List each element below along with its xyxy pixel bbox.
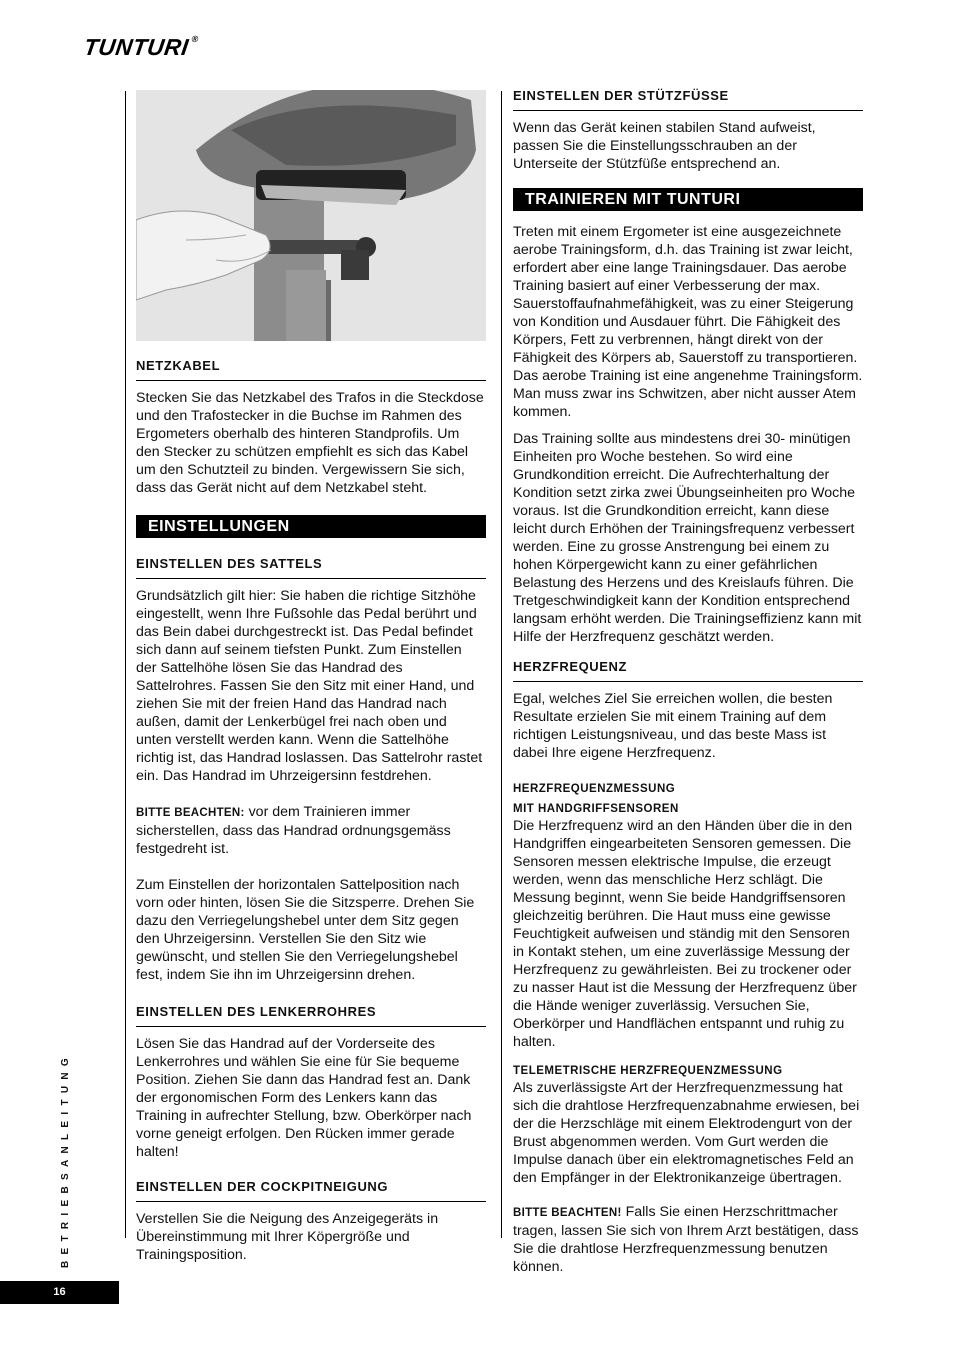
heading-herzfrequenz: HERZFREQUENZ [513,659,863,682]
sattel-note-label: BITTE BEACHTEN: [136,807,245,819]
registered-mark: ® [190,34,200,44]
trainieren-text-2: Das Training sollte aus mindestens drei 30- minütigen Einheiten pro Woche bestehen. So wird eine Grundkondition erreicht. Die Aufrechterhaltung der Kondition setzt zirka zwei Übungseinheiten pro Woche voraus. Ist die Grundkondition erreicht, kann diese leicht durch Erhöhen der Trainingsfrequenz verbessert werden. Eine zu grosse Anstrengung bei einem zu hohen Körpergewicht kann zu einer gefährlichen Belastung des Herzens und des Kreislaufs führen. Die Tretgeschwindigkeit kann der Kondition entsprechend langsam erhöht werden. Die Trainingseffizienz kann mit Hilfe der Herzfrequenz geschätzt werden. [513,431,862,645]
heading-handgriff-1: HERZFREQUENZMESSUNG [513,783,676,795]
heading-telemetrie: TELEMETRISCHE HERZFREQUENZMESSUNG [513,1065,783,1077]
heading-handgriff-2: MIT HANDGRIFFSENSOREN [513,803,679,815]
handgriff-text: Die Herzfrequenz wird an den Händen über die in den Handgriffen eingearbeiteten Sensoren gemessen. Die Sensoren messen elektrische Impulse, die erzeugt werden, wenn das menschliche Herz schlägt. Die Messung beginnt, wenn Sie beide Handgriffsensoren gleichzeitig berühren. Die Haut muss eine gewisse Feuchtigkeit aufweisen und ständig mit den Sensoren in Kontakt stehen, um eine zuverlässige Messung der Herzfrequenz zu gewährleisten. Bei zu trockener oder zu nasser Haut ist die Messung der Herzfrequenz über die Hände weniger zuverlässig. Versuchen Sie, Oberkörper und Handflächen entspannt und ruhig zu halten. [513,818,857,1050]
sattel-text-2: Zum Einstellen der horizontalen Sattelposition nach vorn oder hinten, lösen Sie die Sitzsperre. Drehen Sie dazu den Verriegelungshebel unter dem Sitz gegen den Uhrzeigersinn. Verstellen Sie den Sitz wie gewünscht, und stellen Sie den Verriegelungshebel fest, indem Sie ihn im Uhrzeigersinn drehen. [136,877,475,983]
column-rule-middle [501,91,502,1238]
heading-lenker: EINSTELLEN DES LENKERROHRES [136,1004,486,1027]
herzfrequenz-text: Egal, welches Ziel Sie erreichen wollen, die besten Resultate erzielen Sie mit einem Training auf dem richtigen Leistungsniveau, und das beste Mass ist dabei Ihre eigene Herzfrequenz. [513,691,833,761]
brand-name: TUNTURI [82,34,191,60]
trainieren-text-1: Treten mit einem Ergometer ist eine ausgezeichnete aerobe Trainingsform, d.h. das Training ist zwar leicht, erfordert aber eine lange Trainingsdauer. Das aerobe Training basiert auf einer Verbesserung der max. Sauerstoffaufnahmefähigkeit, was zu einer Steigerung von Kondition und Ausdauer führt. Die Fähigkeit des Körpers, Fett zu verbrennen, hängt direkt von der Fähigkeit des Körpers ab, Sauerstoff zu transportieren. Das aerobe Training ist eine angenehme Trainingsform. Man muss zwar ins Schwitzen, aber nicht ausser Atem kommen. [513,224,863,420]
heading-stuetz: EINSTELLEN DER STÜTZFÜSSE [513,88,863,111]
sattel-text: Grundsätzlich gilt hier: Sie haben die richtige Sitzhöhe eingestellt, wenn Ihre Fußsohle das Pedal berührt und das Bein dabei durchgestreckt ist. Das Pedal befindet sich dann auf seinem tiefsten Punkt. Zum Einstellen der Sattelhöhe lösen Sie das Handrad des Sattelrohres. Fassen Sie den Sitz mit einer Hand, und ziehen Sie mit der freien Hand das Handrad nach außen, damit der Lenkerbügel frei nach oben und unten verstellt werden kann. Wenn die Sattelhöhe richtig ist, das Handrad loslassen. Das Sattelrohr rastet ein. Das Handrad im Uhrzeigersinn festdrehen. [136,588,483,784]
netzkabel-text: Stecken Sie das Netzkabel des Trafos in die Steckdose und den Trafostecker in die Buchse im Rahmen des Ergometers oberhalb des hinteren Standprofils. Um den Stecker zu schützen empfiehlt es sich das Kabel um den Schutzteil zu binden. Vergewissern Sie sich, dass das Gerät nicht auf dem Netzkabel steht. [136,390,484,496]
stuetz-text: Wenn das Gerät keinen stabilen Stand aufweist, passen Sie die Einstellungsschrauben an der Unterseite der Stützfüße entsprechend an. [513,120,816,172]
column-rule-left [125,91,126,1238]
saddle-photo-illustration [136,90,486,341]
section-bar-trainieren: TRAINIEREN MIT TUNTURI [513,188,863,211]
brand-logo [82,34,199,61]
cockpit-text: Verstellen Sie die Neigung des Anzeigegeräts in Übereinstimmung mit Ihrer Köpergröße und Trainingsposition. [136,1211,439,1263]
lenker-text: Lösen Sie das Handrad auf der Vorderseite des Lenkerrohres und wählen Sie eine für Sie bequeme Position. Ziehen Sie dann das Handrad fest an. Dank der ergonomischen Form des Lenkers kann das Training in aufrechter Stellung, bzw. Oberkörper nach vorne geneigt erfolgen. Den Rücken immer gerade halten! [136,1036,472,1160]
page-number: 16 [0,1281,119,1304]
sattel-note [136,803,486,858]
right-column [513,88,863,1276]
saddle-adjustment-photo [136,90,486,341]
side-label-betriebsanleitung: BETRIEBSANLEITUNG [60,1052,71,1268]
telemetrie-text: Als zuverlässigste Art der Herzfrequenzmessung hat sich die drahtlose Herzfrequenzabnahme erwiesen, bei der die Herzschläge mit einem Elektrodengurt von der Brust abgenommen werden. Vom Gurt werden die Impulse danach über ein elektromagnetisches Feld an den Empfänger in der Elektronikanzeige übertragen. [513,1080,860,1186]
sattel-note-text: vor dem Trainieren immer sicherstellen, dass das Handrad ordnungsgemäss festgedreht ist. [136,804,451,857]
section-bar-einstellungen: EINSTELLUNGEN [136,515,486,538]
heading-sattel: EINSTELLEN DES SATTELS [136,556,486,579]
left-column [136,90,486,1264]
telemetrie-note-label: BITTE BEACHTEN! [513,1207,622,1219]
heading-netzkabel: NETZKABEL [136,358,486,381]
telemetrie-note-text: Falls Sie einen Herzschrittmacher tragen, lassen Sie sich von Ihrem Arzt bestätigen, dass Sie die drahtlose Herzfrequenzmessung benutzen können. [513,1204,859,1275]
heading-cockpit: EINSTELLEN DER COCKPITNEIGUNG [136,1179,486,1202]
telemetrie-note [513,1203,863,1276]
